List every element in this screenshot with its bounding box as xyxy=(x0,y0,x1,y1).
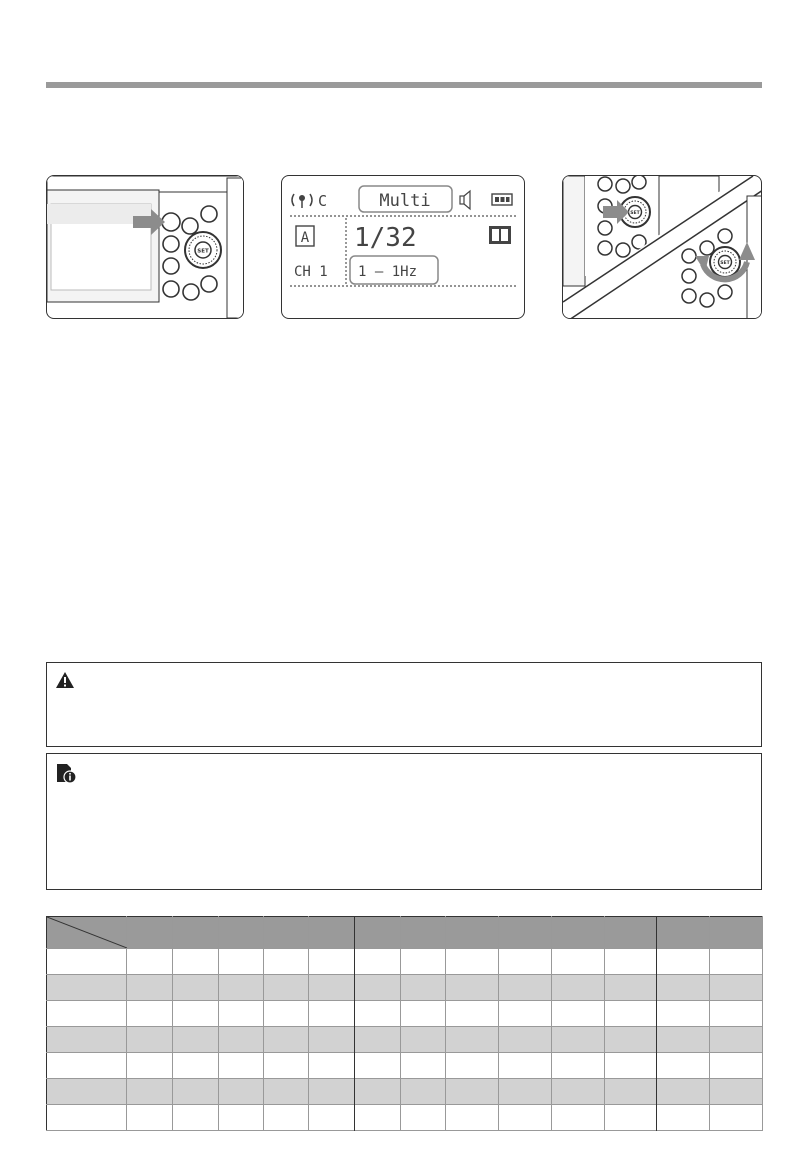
group-label: A xyxy=(300,230,310,246)
svg-text:SET: SET xyxy=(630,211,640,216)
test-button[interactable] xyxy=(163,258,179,274)
table-row xyxy=(47,1027,763,1053)
table-header-cell xyxy=(309,917,355,949)
table-row xyxy=(47,975,763,1001)
illustration-press-set-rotate-dial xyxy=(562,175,762,319)
table-header-row xyxy=(47,917,763,949)
table-header-cell xyxy=(173,917,219,949)
note-info-icon xyxy=(55,762,77,784)
note-box xyxy=(46,753,762,890)
illustration-press-mode-button xyxy=(46,175,244,319)
lock-button[interactable] xyxy=(183,284,199,300)
wireless-signal-icon xyxy=(292,194,312,208)
table-row xyxy=(47,949,763,975)
table-header-cell xyxy=(657,917,710,949)
flash-button[interactable] xyxy=(201,276,217,292)
table-row xyxy=(47,1105,763,1131)
table-header-cell xyxy=(355,917,401,949)
warning-icon xyxy=(55,671,75,689)
table-header-cell xyxy=(264,917,309,949)
lcd-drawing xyxy=(282,176,525,319)
battery-icon xyxy=(492,194,512,205)
table-header-cell xyxy=(499,917,552,949)
table-row xyxy=(47,1053,763,1079)
table-header-cell xyxy=(552,917,605,949)
set-dial-drawing xyxy=(563,176,762,319)
table-corner-cell xyxy=(47,917,127,949)
illustration-lcd-display xyxy=(281,175,525,319)
frequency-value: 1 – 1Hz xyxy=(358,264,418,280)
table-header-cell xyxy=(446,917,499,949)
group-button[interactable] xyxy=(163,236,179,252)
svg-text:SET: SET xyxy=(197,248,209,255)
comm-mode: C xyxy=(318,192,328,210)
table-header-cell xyxy=(219,917,264,949)
corner-diagonal xyxy=(47,917,127,948)
zoom-icon xyxy=(489,226,511,244)
light-button[interactable] xyxy=(163,281,179,297)
flash-back-panel-drawing xyxy=(47,176,244,319)
channel-label: CH 1 xyxy=(294,264,328,280)
table-row xyxy=(47,1001,763,1027)
zoom-button[interactable] xyxy=(182,218,198,234)
channel-button[interactable] xyxy=(201,206,217,222)
table-header-cell xyxy=(127,917,173,949)
header-rule xyxy=(46,82,762,88)
caution-box xyxy=(46,662,762,747)
speaker-icon xyxy=(460,191,470,209)
table-row xyxy=(47,1079,763,1105)
mode-label: Multi xyxy=(379,191,431,211)
table-header-cell xyxy=(605,917,657,949)
spec-table xyxy=(46,916,763,1131)
table-header-cell xyxy=(710,917,763,949)
table-header-cell xyxy=(401,917,446,949)
power-ratio: 1/32 xyxy=(354,223,417,253)
svg-text:SET: SET xyxy=(720,261,730,266)
